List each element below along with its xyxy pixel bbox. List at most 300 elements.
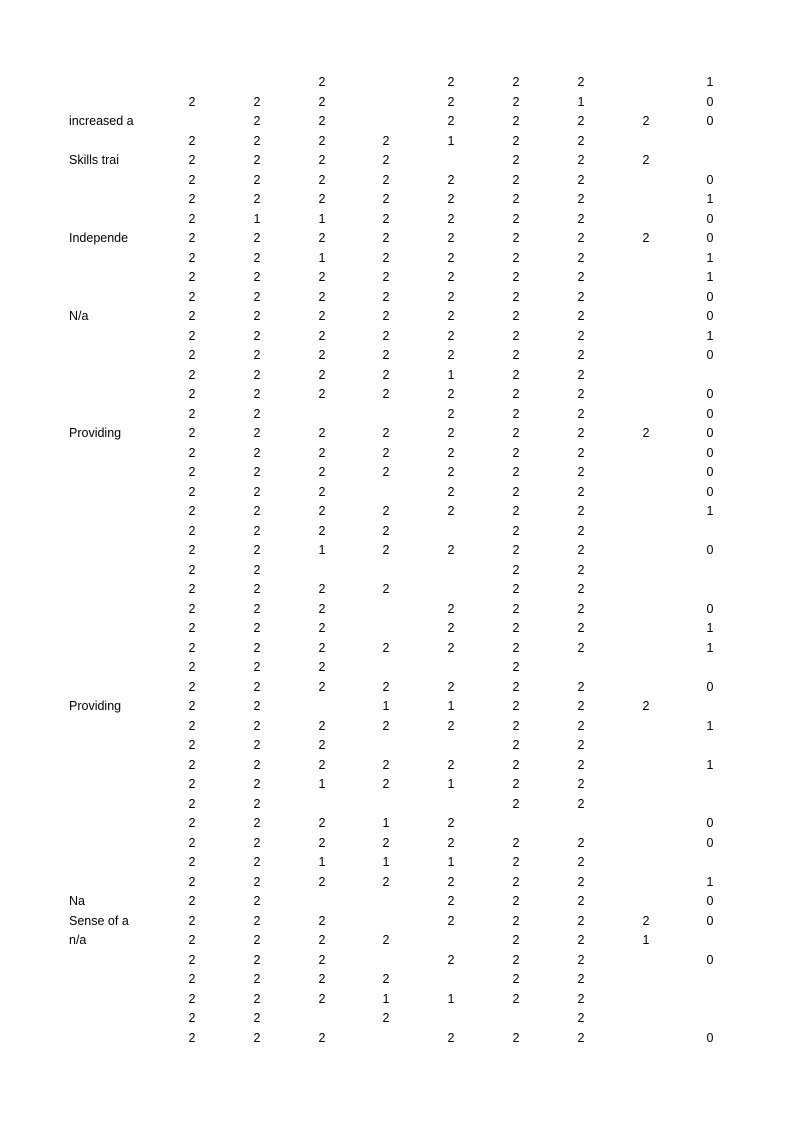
value-cell[interactable]: 2 (577, 738, 585, 752)
value-cell[interactable]: 2 (447, 835, 455, 850)
row-label-cell[interactable] (69, 190, 135, 210)
value-cell[interactable]: 2 (512, 445, 520, 460)
value-cell[interactable]: 2 (188, 543, 196, 557)
value-cell[interactable]: 0 (706, 445, 714, 460)
value-cell[interactable]: 2 (577, 387, 585, 401)
row-label-cell[interactable] (69, 210, 135, 230)
value-cell[interactable]: 1 (447, 777, 455, 791)
value-cell[interactable]: 2 (382, 835, 390, 850)
value-cell[interactable]: 2 (512, 172, 520, 187)
value-cell[interactable]: 2 (318, 913, 326, 928)
value-cell[interactable]: 2 (253, 348, 261, 362)
value-cell[interactable]: 2 (577, 504, 585, 518)
value-cell[interactable]: 2 (318, 270, 326, 284)
value-cell[interactable] (571, 814, 591, 834)
row-label-cell[interactable] (69, 717, 135, 737)
value-cell[interactable] (636, 288, 656, 308)
value-cell[interactable]: 1 (706, 328, 714, 343)
value-cell[interactable]: 2 (188, 660, 196, 674)
value-cell[interactable]: 2 (253, 679, 261, 694)
value-cell[interactable] (636, 73, 656, 93)
value-cell[interactable]: 2 (512, 952, 520, 967)
value-cell[interactable]: 2 (447, 874, 455, 889)
value-cell[interactable]: 2 (253, 94, 261, 109)
value-cell[interactable]: 2 (253, 387, 261, 401)
row-label-cell[interactable] (69, 327, 135, 347)
row-label-cell[interactable]: N/a (69, 309, 89, 323)
value-cell[interactable]: 2 (188, 406, 196, 421)
value-cell[interactable]: 2 (577, 1030, 585, 1045)
value-cell[interactable]: 2 (318, 933, 326, 947)
value-cell[interactable] (376, 600, 396, 620)
value-cell[interactable]: 2 (447, 718, 455, 733)
row-label-cell[interactable] (69, 678, 135, 698)
value-cell[interactable] (441, 931, 461, 951)
value-cell[interactable]: 2 (577, 211, 585, 226)
value-cell[interactable] (636, 268, 656, 288)
value-cell[interactable]: 2 (447, 328, 455, 343)
value-cell[interactable]: 2 (253, 270, 261, 284)
value-cell[interactable]: 2 (447, 816, 455, 830)
value-cell[interactable] (441, 736, 461, 756)
value-cell[interactable]: 1 (706, 270, 714, 284)
value-cell[interactable]: 2 (318, 387, 326, 401)
value-cell[interactable]: 2 (512, 796, 520, 811)
row-label-cell[interactable] (69, 522, 135, 542)
value-cell[interactable]: 2 (512, 855, 520, 869)
value-cell[interactable] (247, 73, 267, 93)
value-cell[interactable]: 0 (706, 426, 714, 440)
value-cell[interactable]: 2 (382, 465, 390, 479)
value-cell[interactable]: 2 (642, 114, 650, 128)
value-cell[interactable] (376, 405, 396, 425)
value-cell[interactable]: 1 (706, 250, 714, 265)
value-cell[interactable]: 0 (706, 484, 714, 499)
value-cell[interactable]: 2 (512, 133, 520, 148)
value-cell[interactable]: 2 (577, 75, 585, 89)
value-cell[interactable]: 2 (253, 777, 261, 791)
value-cell[interactable]: 2 (512, 426, 520, 440)
value-cell[interactable]: 0 (706, 289, 714, 304)
value-cell[interactable]: 0 (706, 952, 714, 967)
value-cell[interactable]: 2 (512, 835, 520, 850)
value-cell[interactable]: 1 (706, 504, 714, 518)
value-cell[interactable] (376, 93, 396, 113)
value-cell[interactable] (636, 775, 656, 795)
value-cell[interactable]: 1 (706, 718, 714, 733)
value-cell[interactable]: 2 (382, 972, 390, 986)
row-label-cell[interactable]: Independe (69, 231, 129, 245)
value-cell[interactable]: 2 (318, 523, 326, 538)
value-cell[interactable]: 2 (188, 94, 196, 109)
row-label-cell[interactable] (69, 366, 135, 386)
value-cell[interactable]: 2 (512, 991, 520, 1006)
value-cell[interactable]: 2 (447, 114, 455, 128)
value-cell[interactable]: 2 (577, 465, 585, 479)
value-cell[interactable]: 2 (577, 972, 585, 986)
value-cell[interactable]: 2 (382, 387, 390, 401)
value-cell[interactable]: 2 (253, 289, 261, 304)
value-cell[interactable]: 2 (318, 660, 326, 674)
value-cell[interactable]: 2 (253, 1011, 261, 1025)
value-cell[interactable]: 2 (188, 933, 196, 947)
value-cell[interactable]: 2 (447, 621, 455, 635)
value-cell[interactable]: 2 (577, 172, 585, 187)
value-cell[interactable] (506, 1009, 526, 1029)
value-cell[interactable]: 2 (512, 894, 520, 908)
value-cell[interactable] (700, 366, 720, 386)
value-cell[interactable]: 1 (382, 991, 390, 1006)
value-cell[interactable]: 2 (188, 757, 196, 772)
value-cell[interactable]: 2 (253, 796, 261, 811)
value-cell[interactable]: 2 (447, 465, 455, 479)
value-cell[interactable]: 2 (642, 913, 650, 928)
value-cell[interactable] (376, 736, 396, 756)
value-cell[interactable] (636, 307, 656, 327)
value-cell[interactable]: 2 (577, 309, 585, 323)
value-cell[interactable]: 2 (512, 621, 520, 635)
row-label-cell[interactable] (69, 171, 135, 191)
value-cell[interactable]: 2 (188, 231, 196, 245)
value-cell[interactable] (636, 834, 656, 854)
value-cell[interactable]: 2 (318, 75, 326, 89)
row-label-cell[interactable] (69, 385, 135, 405)
value-cell[interactable]: 2 (447, 387, 455, 401)
value-cell[interactable]: 2 (512, 777, 520, 791)
value-cell[interactable] (441, 151, 461, 171)
row-label-cell[interactable] (69, 990, 135, 1010)
value-cell[interactable]: 1 (447, 133, 455, 148)
value-cell[interactable]: 2 (318, 309, 326, 323)
value-cell[interactable]: 1 (318, 211, 326, 226)
value-cell[interactable]: 2 (318, 972, 326, 986)
value-cell[interactable]: 1 (642, 933, 650, 947)
value-cell[interactable]: 2 (188, 894, 196, 908)
value-cell[interactable]: 2 (318, 426, 326, 440)
value-cell[interactable]: 2 (188, 211, 196, 226)
value-cell[interactable]: 2 (188, 640, 196, 655)
value-cell[interactable]: 0 (706, 816, 714, 830)
row-label-cell[interactable] (69, 346, 135, 366)
value-cell[interactable]: 2 (577, 406, 585, 421)
value-cell[interactable]: 2 (382, 523, 390, 538)
value-cell[interactable]: 2 (447, 289, 455, 304)
row-label-cell[interactable] (69, 483, 135, 503)
value-cell[interactable]: 2 (447, 231, 455, 245)
value-cell[interactable]: 2 (577, 640, 585, 655)
value-cell[interactable]: 2 (512, 562, 520, 577)
value-cell[interactable]: 0 (706, 894, 714, 908)
value-cell[interactable]: 2 (577, 601, 585, 616)
value-cell[interactable] (700, 561, 720, 581)
value-cell[interactable]: 2 (577, 114, 585, 128)
value-cell[interactable]: 2 (382, 270, 390, 284)
value-cell[interactable] (376, 73, 396, 93)
value-cell[interactable] (636, 502, 656, 522)
value-cell[interactable]: 2 (318, 114, 326, 128)
value-cell[interactable] (636, 346, 656, 366)
value-cell[interactable] (312, 561, 332, 581)
value-cell[interactable]: 1 (447, 699, 455, 713)
value-cell[interactable]: 0 (706, 835, 714, 850)
value-cell[interactable]: 2 (253, 874, 261, 889)
value-cell[interactable]: 2 (512, 874, 520, 889)
value-cell[interactable]: 2 (512, 582, 520, 596)
value-cell[interactable] (700, 658, 720, 678)
value-cell[interactable]: 2 (253, 133, 261, 148)
value-cell[interactable]: 2 (577, 796, 585, 811)
value-cell[interactable]: 2 (188, 348, 196, 362)
value-cell[interactable]: 2 (318, 465, 326, 479)
value-cell[interactable] (636, 736, 656, 756)
value-cell[interactable]: 2 (253, 855, 261, 869)
value-cell[interactable]: 2 (382, 133, 390, 148)
value-cell[interactable]: 2 (577, 679, 585, 694)
value-cell[interactable]: 2 (512, 309, 520, 323)
value-cell[interactable]: 2 (188, 718, 196, 733)
value-cell[interactable]: 2 (253, 640, 261, 655)
value-cell[interactable]: 1 (447, 991, 455, 1006)
value-cell[interactable] (636, 600, 656, 620)
value-cell[interactable]: 2 (253, 835, 261, 850)
value-cell[interactable] (376, 112, 396, 132)
value-cell[interactable] (636, 249, 656, 269)
value-cell[interactable]: 2 (318, 231, 326, 245)
value-cell[interactable] (700, 1009, 720, 1029)
row-label-cell[interactable] (69, 873, 135, 893)
value-cell[interactable]: 2 (512, 153, 520, 167)
value-cell[interactable] (636, 210, 656, 230)
value-cell[interactable]: 2 (577, 270, 585, 284)
value-cell[interactable]: 0 (706, 211, 714, 226)
value-cell[interactable] (441, 658, 461, 678)
value-cell[interactable]: 2 (318, 484, 326, 499)
value-cell[interactable]: 0 (706, 913, 714, 928)
value-cell[interactable]: 2 (318, 172, 326, 187)
value-cell[interactable]: 2 (382, 718, 390, 733)
value-cell[interactable] (441, 970, 461, 990)
value-cell[interactable]: 2 (188, 777, 196, 791)
value-cell[interactable]: 2 (188, 601, 196, 616)
value-cell[interactable]: 2 (318, 874, 326, 889)
value-cell[interactable]: 2 (382, 328, 390, 343)
value-cell[interactable]: 2 (318, 679, 326, 694)
value-cell[interactable]: 2 (512, 465, 520, 479)
value-cell[interactable] (636, 541, 656, 561)
value-cell[interactable]: 2 (188, 738, 196, 752)
value-cell[interactable]: 2 (512, 913, 520, 928)
row-label-cell[interactable] (69, 502, 135, 522)
value-cell[interactable]: 2 (512, 972, 520, 986)
value-cell[interactable]: 2 (318, 153, 326, 167)
value-cell[interactable]: 2 (512, 211, 520, 226)
value-cell[interactable]: 2 (512, 660, 520, 674)
value-cell[interactable]: 2 (253, 601, 261, 616)
value-cell[interactable] (700, 580, 720, 600)
value-cell[interactable]: 2 (382, 777, 390, 791)
value-cell[interactable]: 2 (382, 309, 390, 323)
value-cell[interactable] (636, 619, 656, 639)
row-label-cell[interactable] (69, 619, 135, 639)
value-cell[interactable]: 2 (512, 387, 520, 401)
value-cell[interactable] (312, 405, 332, 425)
value-cell[interactable]: 2 (447, 913, 455, 928)
value-cell[interactable]: 2 (577, 582, 585, 596)
value-cell[interactable] (441, 1009, 461, 1029)
value-cell[interactable]: 2 (188, 991, 196, 1006)
value-cell[interactable]: 2 (512, 601, 520, 616)
row-label-cell[interactable] (69, 463, 135, 483)
value-cell[interactable]: 2 (382, 367, 390, 382)
value-cell[interactable] (312, 795, 332, 815)
value-cell[interactable]: 0 (706, 601, 714, 616)
value-cell[interactable] (636, 678, 656, 698)
value-cell[interactable]: 2 (188, 133, 196, 148)
value-cell[interactable]: 2 (577, 153, 585, 167)
row-label-cell[interactable]: n/a (69, 933, 87, 947)
row-label-cell[interactable] (69, 853, 135, 873)
value-cell[interactable] (700, 931, 720, 951)
value-cell[interactable] (636, 970, 656, 990)
value-cell[interactable]: 2 (318, 133, 326, 148)
value-cell[interactable] (312, 892, 332, 912)
value-cell[interactable]: 2 (512, 1030, 520, 1045)
value-cell[interactable]: 2 (512, 75, 520, 89)
value-cell[interactable]: 1 (706, 757, 714, 772)
value-cell[interactable]: 2 (188, 679, 196, 694)
value-cell[interactable] (636, 405, 656, 425)
value-cell[interactable]: 2 (577, 991, 585, 1006)
value-cell[interactable]: 2 (447, 757, 455, 772)
value-cell[interactable]: 1 (447, 367, 455, 382)
value-cell[interactable]: 1 (253, 211, 261, 226)
value-cell[interactable]: 2 (253, 484, 261, 499)
value-cell[interactable]: 2 (642, 699, 650, 713)
value-cell[interactable]: 2 (577, 913, 585, 928)
value-cell[interactable]: 2 (253, 367, 261, 382)
value-cell[interactable]: 2 (577, 562, 585, 577)
row-label-cell[interactable] (69, 639, 135, 659)
value-cell[interactable]: 2 (512, 523, 520, 538)
value-cell[interactable]: 2 (577, 426, 585, 440)
value-cell[interactable]: 2 (188, 504, 196, 518)
value-cell[interactable]: 2 (382, 640, 390, 655)
value-cell[interactable]: 1 (318, 855, 326, 869)
row-label-cell[interactable] (69, 73, 135, 93)
value-cell[interactable]: 1 (382, 699, 390, 713)
value-cell[interactable]: 2 (512, 543, 520, 557)
row-label-cell[interactable] (69, 268, 135, 288)
value-cell[interactable]: 2 (253, 913, 261, 928)
value-cell[interactable]: 2 (253, 426, 261, 440)
value-cell[interactable] (636, 853, 656, 873)
value-cell[interactable] (441, 561, 461, 581)
value-cell[interactable]: 2 (577, 835, 585, 850)
value-cell[interactable] (636, 463, 656, 483)
value-cell[interactable]: 1 (382, 816, 390, 830)
value-cell[interactable]: 0 (706, 231, 714, 245)
value-cell[interactable]: 2 (512, 640, 520, 655)
value-cell[interactable]: 2 (253, 114, 261, 128)
value-cell[interactable]: 1 (318, 777, 326, 791)
value-cell[interactable]: 2 (188, 699, 196, 713)
value-cell[interactable]: 2 (318, 621, 326, 635)
row-label-cell[interactable] (69, 970, 135, 990)
value-cell[interactable]: 2 (318, 192, 326, 206)
value-cell[interactable]: 2 (382, 874, 390, 889)
value-cell[interactable]: 2 (188, 465, 196, 479)
value-cell[interactable]: 2 (577, 523, 585, 538)
value-cell[interactable]: 2 (253, 328, 261, 343)
value-cell[interactable]: 0 (706, 1030, 714, 1045)
value-cell[interactable] (441, 580, 461, 600)
value-cell[interactable]: 2 (253, 465, 261, 479)
value-cell[interactable]: 1 (706, 640, 714, 655)
value-cell[interactable]: 2 (253, 562, 261, 577)
value-cell[interactable]: 2 (512, 367, 520, 382)
value-cell[interactable]: 2 (642, 426, 650, 440)
value-cell[interactable]: 2 (188, 972, 196, 986)
value-cell[interactable] (376, 658, 396, 678)
value-cell[interactable]: 2 (318, 582, 326, 596)
value-cell[interactable]: 2 (512, 348, 520, 362)
value-cell[interactable]: 2 (188, 796, 196, 811)
row-label-cell[interactable] (69, 132, 135, 152)
value-cell[interactable]: 2 (447, 250, 455, 265)
value-cell[interactable]: 1 (706, 874, 714, 889)
value-cell[interactable] (376, 912, 396, 932)
value-cell[interactable]: 0 (706, 465, 714, 479)
value-cell[interactable]: 2 (188, 153, 196, 167)
value-cell[interactable]: 2 (318, 328, 326, 343)
value-cell[interactable]: 2 (253, 699, 261, 713)
value-cell[interactable] (700, 736, 720, 756)
value-cell[interactable] (636, 658, 656, 678)
value-cell[interactable]: 2 (318, 367, 326, 382)
row-label-cell[interactable] (69, 93, 135, 113)
value-cell[interactable] (700, 853, 720, 873)
value-cell[interactable]: 2 (447, 445, 455, 460)
value-cell[interactable] (636, 892, 656, 912)
value-cell[interactable]: 0 (706, 406, 714, 421)
row-label-cell[interactable] (69, 736, 135, 756)
value-cell[interactable] (506, 814, 526, 834)
value-cell[interactable]: 2 (447, 426, 455, 440)
value-cell[interactable]: 2 (382, 1011, 390, 1025)
value-cell[interactable]: 2 (318, 1030, 326, 1045)
value-cell[interactable]: 2 (318, 718, 326, 733)
row-label-cell[interactable]: increased a (69, 114, 134, 128)
value-cell[interactable]: 2 (642, 231, 650, 245)
value-cell[interactable] (636, 951, 656, 971)
value-cell[interactable]: 2 (188, 426, 196, 440)
value-cell[interactable]: 1 (447, 855, 455, 869)
value-cell[interactable] (636, 580, 656, 600)
value-cell[interactable]: 2 (253, 1030, 261, 1045)
value-cell[interactable] (636, 1029, 656, 1049)
value-cell[interactable]: 2 (253, 952, 261, 967)
value-cell[interactable]: 2 (188, 582, 196, 596)
value-cell[interactable] (700, 795, 720, 815)
value-cell[interactable]: 1 (318, 543, 326, 557)
value-cell[interactable]: 2 (253, 192, 261, 206)
value-cell[interactable]: 2 (318, 816, 326, 830)
value-cell[interactable]: 2 (188, 387, 196, 401)
value-cell[interactable]: 2 (382, 153, 390, 167)
value-cell[interactable]: 0 (706, 94, 714, 109)
value-cell[interactable] (700, 970, 720, 990)
value-cell[interactable]: 2 (577, 952, 585, 967)
